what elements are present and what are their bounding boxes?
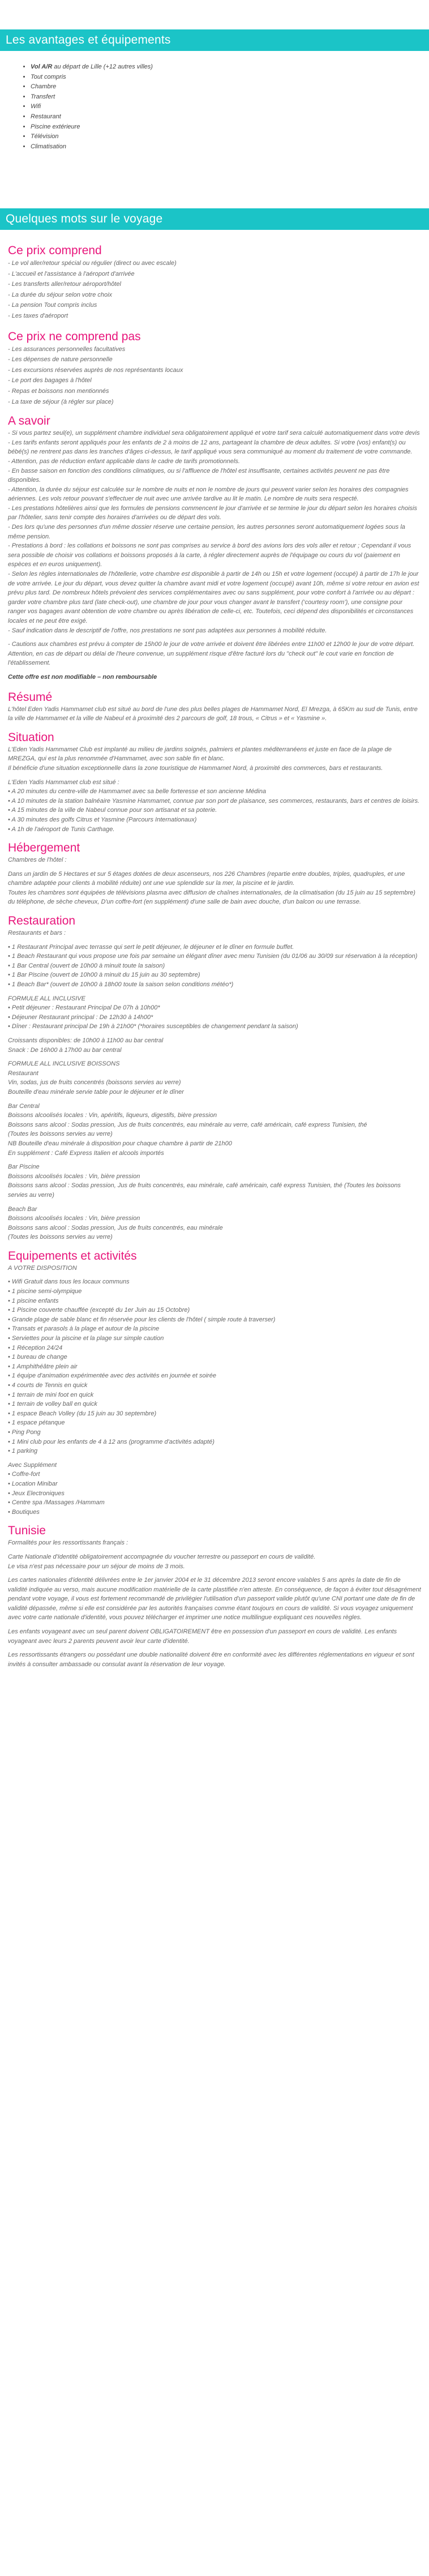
section-paragraph: FORMULE ALL INCLUSIVE BOISSONS: [8, 1060, 120, 1068]
section-paragraph: • 1 espace Beach Volley (du 15 juin au 30 septembre): [8, 1410, 157, 1417]
section-paragraph: • 4 courts de Tennis en quick: [8, 1382, 88, 1389]
section: [8, 414, 421, 682]
section-paragraph: • A 30 minutes des golfs Citrus et Yasmine (Parcours Internationaux): [8, 816, 197, 823]
advantage-item-label: Piscine extérieure: [31, 123, 80, 130]
advantage-item-label: Télévision: [31, 133, 59, 140]
section-paragraph: Snack : De 16h00 à 17h00 au bar central: [8, 1046, 122, 1054]
section: [8, 1524, 421, 1669]
section-paragraph: Restaurant: [8, 1069, 38, 1077]
section-paragraph: • Wifi Gratuit dans tous les locaux communs: [8, 1278, 130, 1286]
spacer: [8, 1273, 421, 1277]
spacer: [8, 1623, 421, 1627]
section-paragraph: FORMULE ALL INCLUSIVE: [8, 995, 85, 1002]
section-paragraph: Carte Nationale d'Identité obligatoirement accompagnée du voucher terrestre ou passeport en cours de validité.: [8, 1553, 316, 1560]
section-paragraph: - Si vous partez seul(e), un supplément chambre individuel sera obligatoirement appliqué et votre tarif sera calculé automatiquement dans votre devis: [8, 430, 420, 437]
section-paragraph: Bar Piscine: [8, 1163, 40, 1171]
section-paragraph: • 1 Restaurant Principal avec terrasse qui sert le petit déjeuner, le déjeuner et le dîner en formule buffet.: [8, 943, 294, 951]
section-paragraph: • Transats et parasols à la plage et autour de la piscine: [8, 1325, 160, 1333]
section-paragraph: - En basse saison en fonction des conditions climatiques, ou si l'affluence de l'hôtel est insuffisante, certaines activités peuvent ne pas être disponibles.: [8, 467, 390, 484]
section-paragraph: • Location Minibar: [8, 1480, 58, 1487]
section-paragraph: • Ping Pong: [8, 1428, 41, 1436]
section-paragraph: - Attention, la durée du séjour est calculée sur le nombre de nuits et non le nombre de jours qui peuvent varier selon les horaires des compagnies aériennes. Les vols retour pouvant s'effectuer de nuit avec une arrivée tardive au lit le matin. Le nombre de nuits sera respecté.: [8, 486, 409, 503]
section: [8, 730, 421, 834]
section-paragraph: Boissons sans alcool : Sodas pression, Jus de fruits concentrés, eau minérale: [8, 1224, 223, 1231]
spacer: [8, 668, 421, 673]
section-line: - Les transferts aller/retour aéroport/hôtel: [8, 281, 121, 288]
about-header: Quelques mots sur le voyage: [0, 208, 429, 230]
section-paragraph: Boissons alcoolisés locales : Vin, bière pression: [8, 1173, 140, 1180]
spacer: [8, 1032, 421, 1036]
section-paragraph: Toutes les chambres sont équipées de télévisions plasma avec diffusion de chaînes internationales, de la climatisation (du 15 juin au 15 septembre) du téléphone, de sèche cheveux, D'un coffre-fort (en supplément) d'une salle de bain avec douche, d'un balcon ou une terrasse.: [8, 889, 415, 906]
section-paragraph: • 1 terrain de mini foot en quick: [8, 1391, 94, 1398]
section: [8, 1249, 421, 1517]
section-paragraph: • 1 terrain de volley ball en quick: [8, 1401, 97, 1408]
section-paragraph: • Coffre-fort: [8, 1471, 40, 1478]
section-paragraph: - Cautions aux chambres est prévu à compter de 15h00 le jour de votre arrivée et doivent être libérées entre 11h00 et 12h00 le jour de votre départ. Attention, en cas de départ ou délai de l'heure convenue, un supplément risque d'être facturé lors du "check out" le cout varie en fonction de l'établissement.: [8, 641, 415, 667]
spacer: [8, 773, 421, 778]
section-title: Situation: [8, 730, 54, 744]
section-paragraph: • A 20 minutes du centre-ville de Hammamet avec sa belle forteresse et son ancienne Médina: [8, 788, 267, 795]
section: [8, 841, 421, 907]
section-paragraph: Boissons sans alcool : Sodas pression, Jus de fruits concentrés, eau minérale au verre, café américain, café express Tunisien, thé: [8, 1121, 367, 1128]
section-paragraph: (Toutes les boissons servies au verre): [8, 1131, 113, 1138]
section-paragraph: • 1 Réception 24/24: [8, 1344, 63, 1351]
spacer: [8, 938, 421, 943]
section-paragraph: • 1 Beach Bar* (ouvert de 10h00 à 18h00 toute la saison selon conditions météo*): [8, 981, 234, 989]
advantage-item: [31, 62, 153, 72]
section-paragraph: - Les tarifs enfants seront appliqués pour les enfants de 2 à moins de 12 ans, partageant la chambre de deux adultes. Si votre (vos) enfant(s) ou bébé(s) ne rentrent pas dans les tranches d'âges ci-dessus, le tarif appliqué vous sera communiqué au moment du traitement de votre commande.: [8, 439, 413, 456]
advantage-item: [31, 132, 153, 142]
advantage-item: [31, 122, 153, 132]
section-paragraph: • 1 piscine enfants: [8, 1297, 59, 1304]
section-paragraph: Restaurants et bars :: [8, 930, 66, 937]
section-paragraph: Beach Bar: [8, 1205, 37, 1213]
advantage-item-label: Transfert: [31, 93, 55, 100]
section-line: - Les excursions réservées auprès de nos représentants locaux: [8, 366, 183, 374]
section-paragraph: Croissants disponibles: de 10h00 à 11h00 au bar central: [8, 1037, 164, 1044]
trip-details: [8, 243, 421, 1669]
advantages-header: Les avantages et équipements: [0, 29, 429, 51]
section-paragraph: • 1 espace pétanque: [8, 1419, 65, 1427]
section-title: Ce prix comprend: [8, 244, 102, 257]
section-line: - La pension Tout compris inclus: [8, 302, 97, 309]
advantage-item: [31, 72, 153, 83]
advantage-item-label: Tout compris: [31, 73, 66, 80]
section-line: - Le vol aller/retour spécial ou régulier (direct ou avec escale): [8, 260, 177, 267]
section-paragraph: • Boutiques: [8, 1508, 40, 1516]
spacer: [8, 1097, 421, 1102]
section-line: - Les dépenses de nature personnelle: [8, 356, 113, 363]
spacer: [8, 1548, 421, 1552]
section-paragraph: - Les prestations hôtelières ainsi que les formules de pensions commencent le jour d'arrivée et se termine le jour du départ selon les horaires choisis par l'hôtelier, sans tenir compte des horaires d'arrivées ou de départ des vols.: [8, 504, 417, 521]
section-title: Résumé: [8, 690, 53, 704]
section-line: - La durée du séjour selon votre choix: [8, 291, 113, 298]
section-paragraph: Dans un jardin de 5 Hectares et sur 5 étages dotées de deux ascenseurs, nos 226 Chambres (repartie entre doubles, triples, quadruples, et une chambre adaptée pour clients à mobilité réduite) ont une vue splendide sur la mer, la piscine et le jardin.: [8, 870, 405, 887]
section-paragraph: • A 10 minutes de la station balnéaire Yasmine Hammamet, connue par son port de plaisance, ses commerces, restaurants, bars et centres de loisirs.: [8, 797, 420, 805]
section-line: - La taxe de séjour (à régler sur place): [8, 398, 114, 405]
section-paragraph: • A 15 minutes de la ville de Nabeul connue pour son artisanat et sa poterie.: [8, 807, 217, 814]
section-paragraph: Les cartes nationales d'identité délivrées entre le 1er janvier 2004 et le 31 décembre 2013 seront encore valables 5 ans après la date de fin de validité indiquée au verso, mais aucune modification matérielle de la carte plastifiée n'en atteste. En conséquence, de façon à éviter tout désagrément pendant votre voyage, il vous est fortement recommandé de privilégier l'utilisation d'un passeport valide plutôt qu'une CNI portant une date de fin de validité dépassée, même si elle est considérée par les autorités françaises comme étant toujours en cours de validité. Si vous voyagez uniquement avec votre carte nationale d'identité, vous pouvez télécharger et imprimer une notice multilingue expliquant ces nouvelles règles.: [8, 1577, 421, 1621]
section-paragraph: L'Eden Yadis Hammamet Club est implanté au milieu de jardins soignés, palmiers et plantes méditerranéens et juste en face de la plage de MREZGA, qui est la plus renommée d'Hammamet, avec son sable fin et blanc.: [8, 746, 392, 763]
advantage-item-label: Wifi: [31, 103, 41, 110]
advantage-item: [31, 82, 153, 92]
advantage-item-strong: Vol A/R: [31, 63, 53, 70]
section: [8, 330, 421, 408]
spacer: [8, 635, 421, 640]
section-paragraph: • 1 Piscine couverte chauffée (excepté du 1er Juin au 15 Octobre): [8, 1307, 190, 1314]
section-paragraph: Bar Central: [8, 1102, 40, 1110]
section-paragraph: • 1 bureau de change: [8, 1354, 67, 1361]
section-paragraph: • 1 Bar Central (ouvert de 10h00 à minuit toute la saison): [8, 962, 165, 969]
section-paragraph: • A 1h de l'aéroport de Tunis Carthage.: [8, 825, 115, 833]
section-paragraph: Les ressortissants étrangers ou possédant une double nationalité doivent être en conformité avec les différentes réglementations en vigueur et sont invités à consulter ambassade ou consulat avant la réservation de leur voyage.: [8, 1651, 414, 1668]
section-paragraph: • Petit déjeuner : Restaurant Principal De 07h à 10h00*: [8, 1004, 160, 1012]
spacer: [8, 1456, 421, 1461]
section-paragraph: NB Bouteille d'eau minérale à disposition pour chaque chambre à partir de 21h00: [8, 1140, 232, 1147]
section-paragraph: • 1 équipe d'animation expérimentée avec des activités en journée et soirée: [8, 1372, 216, 1380]
advantage-item: [31, 92, 153, 102]
advantages-list: [23, 62, 153, 152]
spacer: [8, 1055, 421, 1059]
section-paragraph: • Serviettes pour la piscine et la plage sur simple caution: [8, 1335, 164, 1342]
spacer: [8, 990, 421, 994]
section-paragraph: Chambres de l'hôtel :: [8, 857, 67, 864]
section-paragraph: • Dîner : Restaurant principal De 19h à 21h00* (*horaires susceptibles de changement pendant la saison): [8, 1023, 298, 1030]
advantage-item: [31, 142, 153, 152]
section-paragraph: Avec Supplément: [8, 1461, 57, 1469]
offer-note: Cette offre est non modifiable – non remboursable: [8, 673, 157, 681]
section-line: - Les taxes d'aéroport: [8, 312, 68, 319]
section-paragraph: • Jeux Electroniques: [8, 1490, 65, 1497]
spacer: [8, 1646, 421, 1650]
section-paragraph: • Grande plage de sable blanc et fin réservée pour les clients de l'hôtel ( simple route à traverser): [8, 1316, 276, 1323]
section-paragraph: L'Eden Yadis Hammamet club est situé :: [8, 778, 119, 786]
spacer: [8, 1200, 421, 1205]
section-paragraph: En supplément : Café Express Italien et alcools importés: [8, 1149, 164, 1157]
spacer: [8, 1158, 421, 1162]
advantage-item: [31, 112, 153, 122]
advantage-item: [31, 102, 153, 112]
section-paragraph: Les enfants voyageant avec un seul parent doivent OBLIGATOIREMENT être en possession d'un passeport en cours de validité. Les enfants voyageant avec leurs 2 parents peuvent avoir leur carte d'identité.: [8, 1628, 397, 1645]
advantage-item-label: Restaurant: [31, 113, 61, 120]
section-line: - Repas et boissons non mentionnés: [8, 387, 109, 395]
section-paragraph: Le visa n'est pas nécessaire pour un séjour de moins de 3 mois.: [8, 1563, 185, 1570]
section-paragraph: Bouteille d'eau minérale servie table pour le déjeuner et le dîner: [8, 1088, 184, 1096]
section-paragraph: Il bénéficie d'une situation exceptionnelle dans la zone touristique de Hammamet Nord, à proximité des commerces, bars et restaurants.: [8, 764, 383, 772]
section: [8, 243, 421, 322]
section-paragraph: - Sauf indication dans le descriptif de l'offre, nos prestations ne sont pas adaptées aux personnes à mobilité réduite.: [8, 627, 327, 634]
section-paragraph: • 1 Beach Restaurant qui vous propose une fois par semaine un élégant dîner avec menu Tunisien (du 01/06 au 30/09 sur réservation à la réception): [8, 953, 418, 960]
advantage-item-label: au départ de Lille (+12 autres villes): [52, 63, 153, 70]
section-title: Restauration: [8, 914, 76, 928]
section-title: A savoir: [8, 414, 50, 428]
section-line: - L'accueil et l'assistance à l'aéroport d'arrivée: [8, 270, 135, 277]
section-paragraph: • 1 parking: [8, 1448, 38, 1455]
advantage-item-label: Climatisation: [31, 143, 66, 150]
advantage-item-label: Chambre: [31, 83, 57, 91]
section-paragraph: - Prestations à bord : les collations et boissons ne sont pas comprises au service à bord des avions lors des vols aller et retour ; Cependant il vous sera possible de choisir vos collations et boissons proposés à la carte, à régler directement auprès de l'équipage ou cours du vol (paiement en espèces et en euros uniquement).: [8, 542, 411, 568]
section-paragraph: Boissons alcoolisés locales : Vin, apéritifs, liqueurs, digestifs, bière pression: [8, 1112, 217, 1119]
section-line: - Les assurances personnelles facultatives: [8, 345, 126, 353]
section-title: Hébergement: [8, 841, 80, 855]
section-paragraph: • 1 Bar Piscine (ouvert de 10h00 à minuit du 15 juin au 30 septembre): [8, 972, 200, 979]
section-title: Tunisie: [8, 1524, 46, 1538]
section-paragraph: L'hôtel Eden Yadis Hammamet club est situé au bord de l'une des plus belles plages de Hammamet Nord, El Mrezga, à 65Km au sud de Tunis, entre la ville de Hammamet et la ville de Nabeul et à proximité des 2 parcours de golf, 18 trous, « Citrus » et « Yasmine ».: [8, 705, 418, 722]
section-paragraph: A VOTRE DISPOSITION: [8, 1264, 77, 1272]
section-paragraph: • Centre spa /Massages /Hammam: [8, 1499, 105, 1507]
section-paragraph: Boissons sans alcool : Sodas pression, Jus de fruits concentrés, eau minérale, café américain, café express Tunisien, thé (Toutes les boissons servies au verre): [8, 1182, 401, 1199]
section-paragraph: (Toutes les boissons servies au verre): [8, 1234, 113, 1241]
spacer: [8, 1571, 421, 1576]
section-paragraph: • Déjeuner Restaurant principal : De 12h30 à 14h00*: [8, 1013, 153, 1021]
section-paragraph: • 1 piscine semi-olympique: [8, 1288, 82, 1295]
section-paragraph: Formalités pour les ressortissants français :: [8, 1539, 128, 1547]
section-paragraph: Boissons alcoolisés locales : Vin, bière pression: [8, 1215, 140, 1222]
section-paragraph: - Des lors qu'une des personnes d'un même dossier réserve une certaine pension, les autres personnes seront automatiquement logées sous la même pension.: [8, 524, 405, 540]
section-paragraph: - Attention, pas de réduction enfant applicable dans le cadre de tarifs promotionnels.: [8, 457, 240, 465]
section: [8, 690, 421, 724]
section-paragraph: Vin, sodas, jus de fruits concentrés (boissons servies au verre): [8, 1079, 181, 1086]
section-paragraph: • 1 Amphithéâtre plein air: [8, 1363, 78, 1370]
section-paragraph: - Selon les règles internationales de l'hôtellerie, votre chambre est disponible à partir de 14h ou 15h et votre logement (occupé) à partir de 17h le jour de votre arrivée. Le jour du départ, vous devez quitter la chambre avant midi et votre logement (occupé) avant 10h, même si votre retour en avion est prévu plus tard. De nombreux hôtels prévoient des services complémentaires avec ou sans supplément, pour votre confort à l'arrivée ou au départ : garder votre chambre plus tard (late check-out), une chambre de jour pour vous changer avant le transfert (‘courtesy room’), une consigne pour ranger vos bagages avant obtention de votre chambre ou après libération de celle-ci, etc. Toutefois, ceci dépend des disponibilités et circonstances locales et ne peut être exigé.: [8, 571, 419, 624]
section-paragraph: • 1 Mini club pour les enfants de 4 à 12 ans (programme d'activités adapté): [8, 1438, 215, 1445]
section-title: Equipements et activités: [8, 1249, 137, 1263]
section-title: Ce prix ne comprend pas: [8, 330, 141, 343]
section: [8, 914, 421, 1242]
spacer: [8, 865, 421, 870]
section-line: - Le port des bagages à l'hôtel: [8, 377, 92, 384]
